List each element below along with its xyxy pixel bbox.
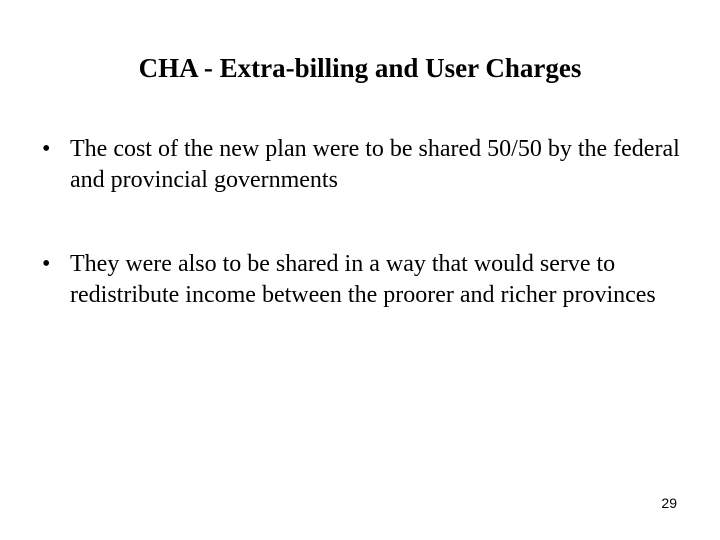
- bullet-icon: •: [42, 136, 51, 162]
- slide-title: CHA - Extra-billing and User Charges: [138, 53, 582, 83]
- page-number: 29: [661, 495, 677, 511]
- bullet-icon: •: [42, 251, 51, 277]
- bullet-text: The cost of the new plan were to be shared 50/50 by the federal and provincial governments: [70, 136, 680, 193]
- bullet-item: [40, 134, 690, 196]
- bullet-text: They were also to be shared in a way that would serve to redistribute income between the proorer and richer provinces: [70, 251, 656, 308]
- bullet-list: [40, 134, 690, 311]
- bullet-item: [40, 249, 690, 311]
